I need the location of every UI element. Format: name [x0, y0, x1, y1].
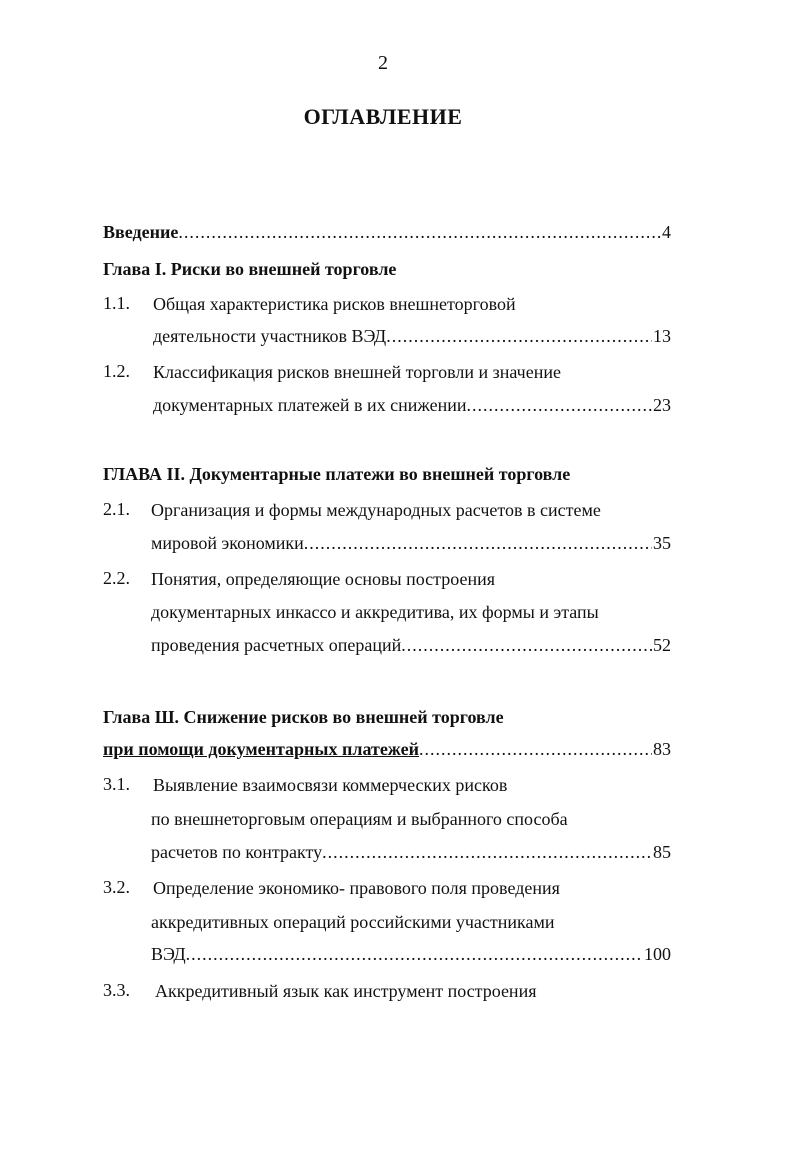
section-number: 2.1. [103, 499, 130, 519]
section-title-cont: ВЭД [151, 944, 186, 964]
dot-leader [401, 635, 652, 656]
section-number: 1.1. [103, 293, 130, 313]
section-number: 1.2. [103, 361, 130, 381]
toc-page-number: 4 [662, 222, 671, 242]
dot-leader [304, 533, 652, 554]
section-title: Общая характеристика рисков внешнеторговой [153, 294, 516, 314]
toc-page-number: 83 [653, 739, 671, 759]
page-title: ОГЛАВЛЕНИЕ [303, 104, 463, 129]
toc-page-number: 52 [653, 635, 671, 655]
section-title-cont: по внешнеторговым операциям и выбранного способа [151, 809, 568, 829]
dot-leader [386, 326, 652, 347]
toc-entry [103, 739, 671, 760]
page-number: 2 [378, 52, 388, 74]
section-title: Аккредитивный язык как инструмент построения [155, 981, 537, 1001]
section-number: 3.1. [103, 774, 130, 794]
section-title: Организация и формы международных расчетов в системе [151, 500, 601, 520]
toc-entry [151, 635, 671, 656]
dot-leader [467, 395, 652, 416]
toc-entry [151, 842, 671, 863]
toc-entry [153, 395, 671, 416]
toc-entry [153, 326, 671, 347]
dot-leader [419, 739, 652, 760]
section-title-cont: расчетов по контракту [151, 842, 323, 862]
toc-entry-label: Введение [103, 222, 179, 242]
section-title-cont: проведения расчетных операций [151, 635, 402, 655]
chapter-heading: Глава Ш. Снижение рисков во внешней торговле [103, 707, 504, 727]
chapter-heading-cont: при помощи документарных платежей [103, 739, 419, 759]
toc-entry [151, 944, 671, 965]
section-title: Определение экономико- правового поля проведения [153, 878, 560, 898]
section-number: 3.2. [103, 877, 130, 897]
section-title: Понятия, определяющие основы построения [151, 569, 495, 589]
section-title-cont: документарных инкассо и аккредитива, их формы и этапы [151, 602, 599, 622]
toc-page-number: 85 [653, 842, 671, 862]
section-title-cont: деятельности участников ВЭД [153, 326, 387, 346]
section-title: Выявление взаимосвязи коммерческих рисков [153, 775, 508, 795]
section-title-cont: мировой экономики [151, 533, 304, 553]
section-number: 2.2. [103, 568, 130, 588]
chapter-heading: ГЛАВА II. Документарные платежи во внешней торговле [103, 464, 571, 484]
toc-entry [151, 533, 671, 554]
toc-page-number: 35 [653, 533, 671, 553]
chapter-heading: Глава I. Риски во внешней торговле [103, 259, 397, 279]
toc-entry-intro [103, 222, 671, 243]
toc-page-number: 100 [644, 944, 671, 964]
toc-page-number: 13 [653, 326, 671, 346]
toc-page-number: 23 [653, 395, 671, 415]
dot-leader [322, 842, 652, 863]
section-number: 3.3. [103, 980, 130, 1000]
section-title: Классификация рисков внешней торговли и значение [153, 362, 561, 382]
dot-leader [178, 222, 661, 243]
section-title-cont: документарных платежей в их снижении [153, 395, 467, 415]
dot-leader [186, 944, 643, 965]
section-title-cont: аккредитивных операций российскими участниками [151, 912, 555, 932]
